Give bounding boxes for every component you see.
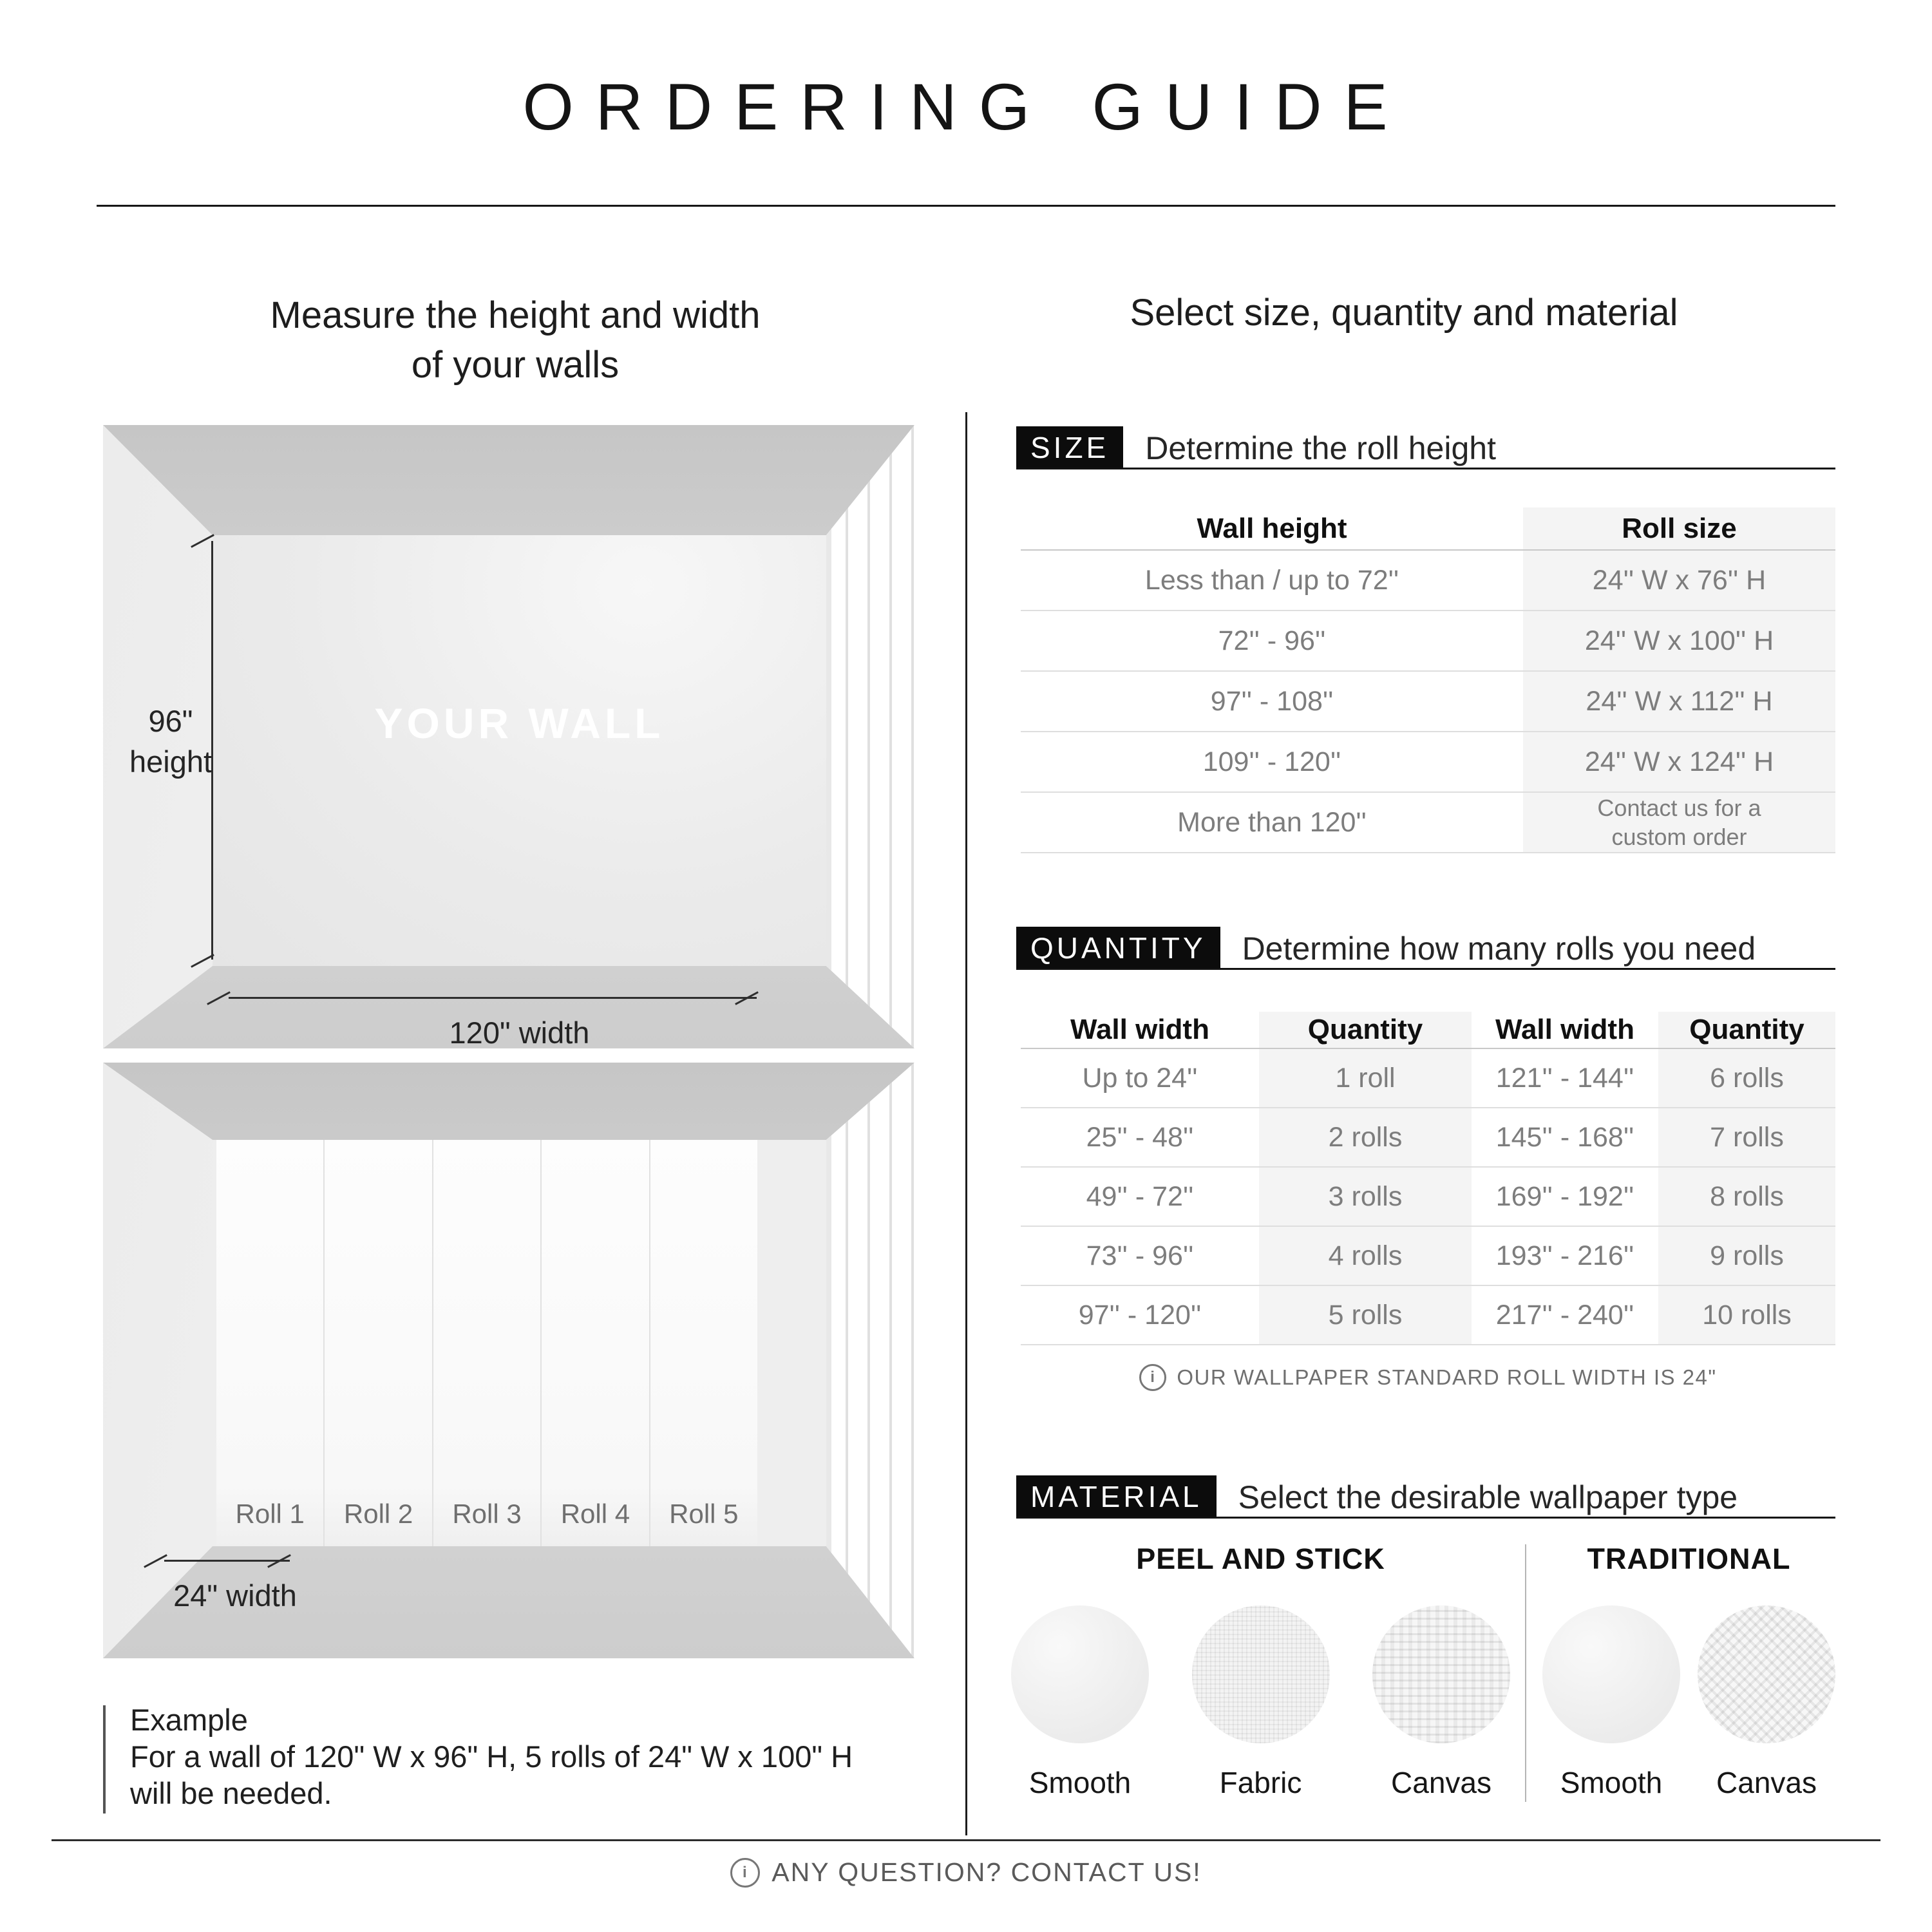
size-roll-size-cell (1523, 793, 1835, 852)
width-measure-line (229, 997, 757, 999)
qty-header-quantity-1: Quantity (1259, 1012, 1472, 1048)
wall-height-value: 96" (148, 704, 193, 738)
qty-quantity-cell: 4 rolls (1259, 1227, 1472, 1285)
size-subtitle: Determine the roll height (1145, 430, 1496, 466)
quantity-subtitle: Determine how many rolls you need (1242, 930, 1756, 967)
size-roll-size-cell: 24'' W x 124'' H (1523, 732, 1835, 791)
size-table (1021, 507, 1835, 853)
wallpaper-panel (542, 1140, 650, 1546)
size-roll-size-cell: 24'' W x 100'' H (1523, 611, 1835, 670)
size-wall-height-cell: 97'' - 108'' (1210, 685, 1334, 717)
qty-quantity-cell: 7 rolls (1658, 1108, 1835, 1166)
custom-order-text: Contact us for a custom order (1597, 795, 1761, 850)
swatch-label: Canvas (1716, 1766, 1817, 1799)
info-icon (730, 1858, 760, 1888)
material-subtitle: Select the desirable wallpaper type (1238, 1479, 1738, 1515)
size-table-row (1021, 551, 1835, 611)
qty-quantity-cell: 6 rolls (1658, 1049, 1835, 1107)
quantity-section-header (1016, 927, 1756, 970)
size-table-row (1021, 611, 1835, 672)
roll-width-note (1021, 1364, 1835, 1391)
qty-wall-width-cell: 49'' - 72'' (1086, 1180, 1194, 1212)
size-table-row (1021, 793, 1835, 853)
size-table-row (1021, 672, 1835, 732)
smooth-texture-swatch (1542, 1605, 1680, 1743)
swatch-label: Smooth (1560, 1766, 1663, 1799)
wallpaper-panel (216, 1140, 325, 1546)
roll-label: Roll 4 (560, 1499, 630, 1529)
qty-quantity-cell: 9 rolls (1658, 1227, 1835, 1285)
wall-height-word: height (129, 744, 213, 779)
roll-width-note-text: OUR WALLPAPER STANDARD ROLL WIDTH IS 24" (1177, 1365, 1717, 1389)
roll-width-measure-line (164, 1560, 290, 1562)
qty-quantity-cell: 5 rolls (1259, 1286, 1472, 1344)
material-section-header (1016, 1475, 1738, 1519)
your-wall-label: YOUR WALL (374, 699, 665, 747)
smooth-texture-swatch (1011, 1605, 1149, 1743)
page-title: ORDERING GUIDE (522, 70, 1410, 144)
roll-width-label: 24" width (173, 1578, 297, 1613)
roll-label: Roll 1 (235, 1499, 305, 1529)
quantity-table (1021, 1012, 1835, 1345)
swatch-label: Smooth (1028, 1766, 1132, 1799)
material-section-rule (1016, 1517, 1835, 1519)
footer-text: ANY QUESTION? CONTACT US! (772, 1857, 1202, 1887)
right-section-heading: Select size, quantity and material (1130, 292, 1678, 334)
fabric-texture-swatch (1192, 1605, 1330, 1743)
quantity-table-row (1021, 1227, 1835, 1286)
qty-quantity-cell: 8 rolls (1658, 1168, 1835, 1226)
material-option (1372, 1605, 1510, 1800)
wallpaper-panels (216, 1140, 757, 1546)
quantity-section-rule (1016, 968, 1835, 970)
size-roll-size-cell: 24'' W x 76'' H (1523, 551, 1835, 610)
left-heading-line2: of your walls (411, 343, 620, 386)
quantity-table-header-row (1021, 1012, 1835, 1049)
material-option (1542, 1605, 1680, 1800)
size-table-row (1021, 732, 1835, 793)
qty-wall-width-cell: Up to 24'' (1082, 1062, 1198, 1094)
group-name: PEEL AND STICK (1136, 1542, 1385, 1575)
left-section-heading (97, 291, 934, 390)
qty-wall-width-cell: 25'' - 48'' (1086, 1121, 1194, 1153)
qty-quantity-cell: 3 rolls (1259, 1168, 1472, 1226)
material-group-traditional (1542, 1542, 1835, 1800)
material-group-peel-and-stick (1011, 1542, 1510, 1800)
footer (0, 1857, 1932, 1888)
qty-wall-width-cell: 145'' - 168'' (1495, 1121, 1634, 1153)
qty-quantity-cell: 2 rolls (1259, 1108, 1472, 1166)
qty-wall-width-cell: 169'' - 192'' (1495, 1180, 1634, 1212)
qty-header-wall-width-2: Wall width (1495, 1014, 1634, 1045)
wallpaper-panel (650, 1140, 757, 1546)
qty-wall-width-cell: 217'' - 240'' (1495, 1299, 1634, 1331)
size-badge: SIZE (1016, 426, 1123, 469)
material-badge: MATERIAL (1016, 1475, 1217, 1519)
room-illustration-rolls (103, 1063, 914, 1658)
material-option (1192, 1605, 1330, 1800)
quantity-table-row (1021, 1286, 1835, 1345)
info-icon (1139, 1364, 1166, 1391)
size-header-wall-height: Wall height (1197, 512, 1347, 544)
left-heading-line1: Measure the height and width (270, 294, 761, 336)
material-option (1011, 1605, 1149, 1800)
roll-label: Roll 2 (343, 1499, 413, 1529)
roll-label: Roll 3 (452, 1499, 522, 1529)
group-name: TRADITIONAL (1587, 1542, 1791, 1575)
example-heading: Example (130, 1703, 248, 1737)
size-header-roll-size: Roll size (1523, 507, 1835, 549)
qty-quantity-cell: 1 roll (1259, 1049, 1472, 1107)
example-line2: will be needed. (130, 1776, 332, 1810)
column-divider (965, 412, 967, 1835)
size-section-header (1016, 426, 1496, 469)
qty-header-wall-width-1: Wall width (1070, 1014, 1209, 1045)
size-wall-height-cell: More than 120'' (1177, 806, 1367, 838)
quantity-badge: QUANTITY (1016, 927, 1220, 970)
material-option (1698, 1605, 1835, 1800)
size-table-header-row (1021, 507, 1835, 551)
example-block (103, 1701, 934, 1812)
room1-back-wall (213, 535, 826, 966)
title-divider (97, 205, 1835, 207)
qty-wall-width-cell: 73'' - 96'' (1086, 1240, 1194, 1271)
wallpaper-panel (325, 1140, 433, 1546)
qty-wall-width-cell: 121'' - 144'' (1495, 1062, 1634, 1094)
size-roll-size-cell: 24'' W x 112'' H (1523, 672, 1835, 731)
size-wall-height-cell: Less than / up to 72'' (1144, 564, 1399, 596)
size-wall-height-cell: 109'' - 120'' (1202, 746, 1341, 777)
material-group-divider (1525, 1544, 1526, 1802)
wallpaper-panel (433, 1140, 542, 1546)
qty-wall-width-cell: 193'' - 216'' (1495, 1240, 1634, 1271)
canvas-texture-swatch (1372, 1605, 1510, 1743)
qty-quantity-cell: 10 rolls (1658, 1286, 1835, 1344)
swatch-label: Canvas (1391, 1766, 1492, 1799)
qty-wall-width-cell: 97'' - 120'' (1078, 1299, 1202, 1331)
footer-divider (52, 1839, 1880, 1841)
example-line1: For a wall of 120" W x 96" H, 5 rolls of 24" W x 100" H (130, 1739, 853, 1774)
roll-label: Roll 5 (669, 1499, 739, 1529)
wall-height-label (103, 701, 238, 782)
quantity-table-row (1021, 1049, 1835, 1108)
example-left-bar (103, 1705, 106, 1814)
qty-header-quantity-2: Quantity (1658, 1012, 1835, 1048)
room-illustration-measure (103, 425, 914, 1048)
size-wall-height-cell: 72'' - 96'' (1218, 625, 1326, 656)
quantity-table-row (1021, 1168, 1835, 1227)
canvas-texture-swatch (1698, 1605, 1835, 1743)
swatch-label: Fabric (1219, 1766, 1302, 1799)
size-section-rule (1016, 468, 1835, 469)
wall-width-label: 120" width (449, 1016, 590, 1048)
quantity-table-row (1021, 1108, 1835, 1168)
